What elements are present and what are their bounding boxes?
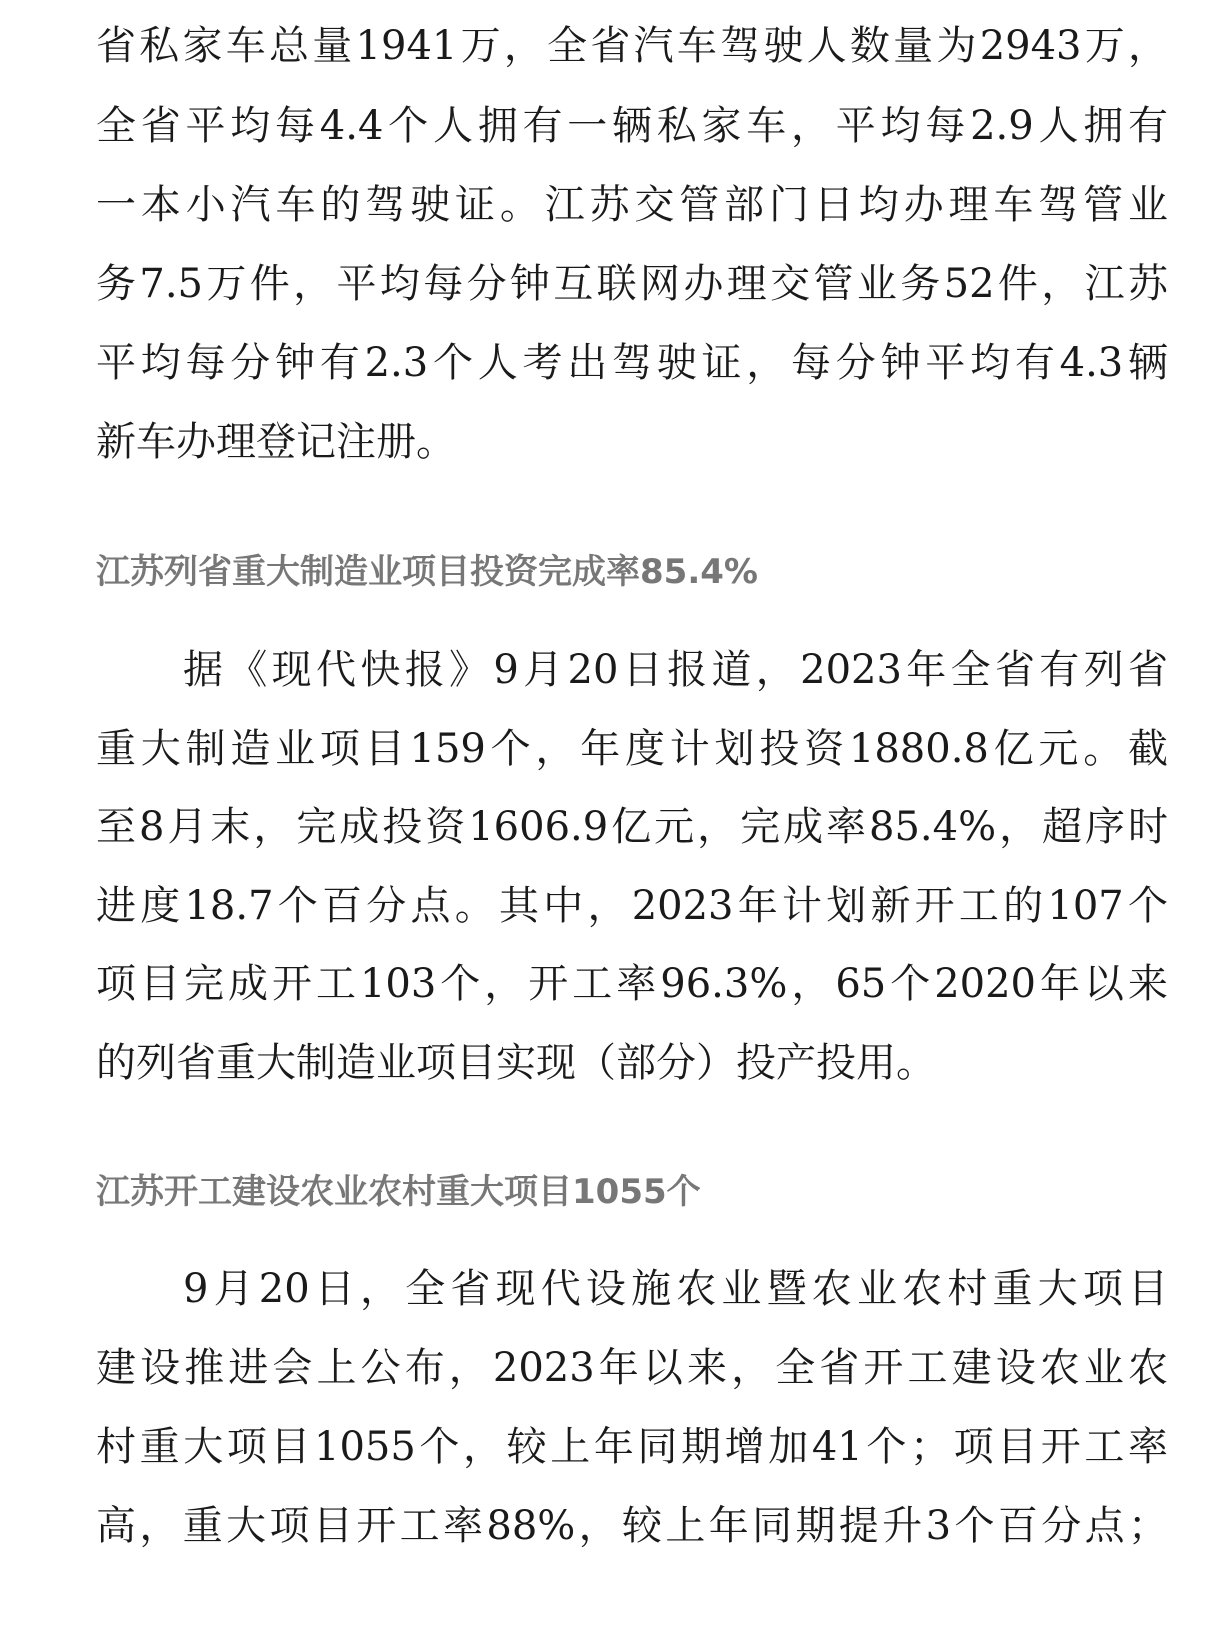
paragraph-line: 务7.5万件，平均每分钟互联网办理交管业务52件，江苏 [96, 261, 1168, 307]
paragraph-line: 新车办理登记注册。 [96, 419, 456, 465]
paragraph-line: 至8月末，完成投资1606.9亿元，完成率85.4%，超序时 [96, 804, 1168, 850]
paragraph-line: 建设推进会上公布，2023年以来，全省开工建设农业农 [96, 1345, 1168, 1391]
paragraph-line: 进度18.7个百分点。其中，2023年计划新开工的107个 [96, 883, 1168, 929]
section-heading: 江苏开工建设农业农村重大项目1055个 [96, 1172, 701, 1212]
paragraph-line: 的列省重大制造业项目实现（部分）投产投用。 [96, 1040, 936, 1086]
paragraph-line: 省私家车总量1941万，全省汽车驾驶人数量为2943万， [96, 23, 1168, 69]
paragraph-line: 高，重大项目开工率88%，较上年同期提升3个百分点； [96, 1503, 1168, 1549]
paragraph-line: 全省平均每4.4个人拥有一辆私家车，平均每2.9人拥有 [96, 103, 1168, 149]
paragraph-line: 一本小汽车的驾驶证。江苏交管部门日均办理车驾管业 [96, 182, 1168, 228]
paragraph-line: 重大制造业项目159个，年度计划投资1880.8亿元。截 [96, 726, 1168, 772]
paragraph-line: 村重大项目1055个，较上年同期增加41个；项目开工率 [96, 1424, 1168, 1470]
paragraph-line: 据《现代快报》9月20日报道，2023年全省有列省 [183, 647, 1168, 693]
paragraph-line: 9月20日，全省现代设施农业暨农业农村重大项目 [183, 1266, 1168, 1312]
paragraph-line: 平均每分钟有2.3个人考出驾驶证，每分钟平均有4.3辆 [96, 340, 1168, 386]
section-heading: 江苏列省重大制造业项目投资完成率85.4% [96, 552, 758, 592]
paragraph-line: 项目完成开工103个，开工率96.3%，65个2020年以来 [96, 961, 1168, 1007]
